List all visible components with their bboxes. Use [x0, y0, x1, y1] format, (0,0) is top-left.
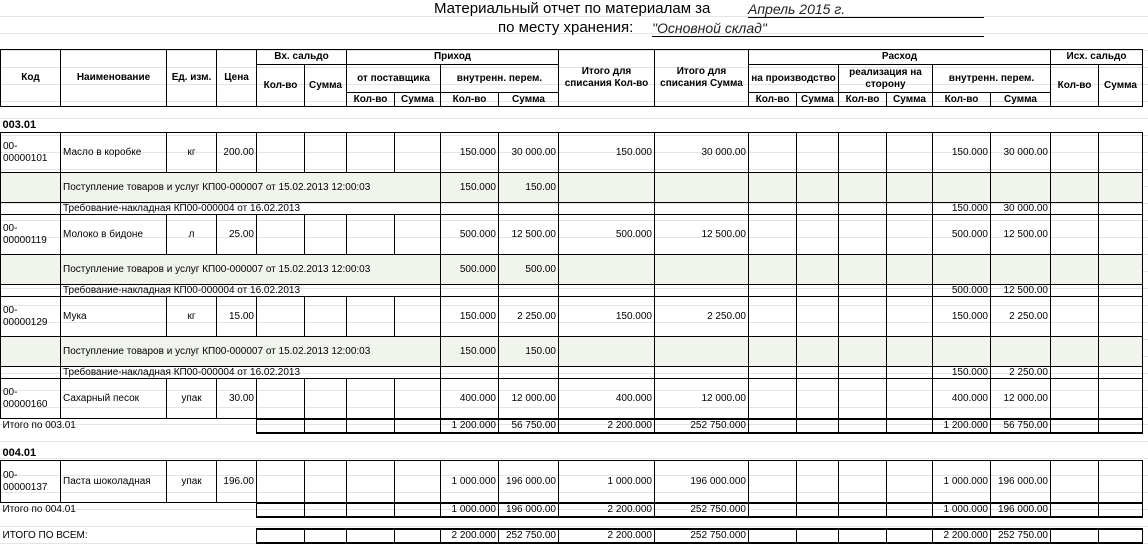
doc-out-description[interactable]: Требование-накладная КП00-000004 от 16.02.2013	[61, 367, 441, 379]
empty-cell[interactable]	[797, 203, 839, 215]
internal-in-qty[interactable]: 150.000	[441, 297, 499, 337]
empty-cell[interactable]	[797, 255, 839, 285]
total-out-qty[interactable]: 1 200.000	[933, 419, 991, 433]
header-sum: Сумма	[991, 93, 1051, 107]
production-sum[interactable]	[797, 133, 839, 173]
empty-cell[interactable]	[839, 285, 887, 297]
header-opening-qty: Кол-во	[257, 65, 305, 107]
total-closing-sum[interactable]	[1099, 419, 1143, 433]
total-qty[interactable]: 400.000	[559, 379, 655, 419]
total-empty[interactable]	[797, 529, 839, 543]
header-total-qty: Итого для списания Кол-во	[559, 50, 655, 107]
total-closing-qty[interactable]	[1051, 419, 1099, 433]
internal-in-qty[interactable]: 150.000	[441, 133, 499, 173]
empty-cell[interactable]	[559, 173, 655, 203]
grand-total-label[interactable]: ИТОГО ПО ВСЕМ:	[2, 530, 88, 541]
total-total-sum[interactable]: 252 750.000	[655, 419, 749, 433]
empty-cell[interactable]	[499, 285, 559, 297]
sale-qty[interactable]	[839, 461, 887, 503]
header-internal-in: внутренн. перем.	[441, 65, 559, 93]
total-supplier-qty[interactable]	[347, 419, 395, 433]
total-total-qty[interactable]: 2 200.000	[559, 419, 655, 433]
internal-out-sum[interactable]: 12 500.00	[991, 215, 1051, 255]
closing-qty[interactable]	[1051, 215, 1099, 255]
empty-cell[interactable]	[655, 285, 749, 297]
table-body	[1, 107, 1143, 543]
report-title: Материальный отчет по материалам за	[434, 0, 711, 17]
item-unit[interactable]: л	[167, 215, 217, 255]
closing-sum[interactable]	[1099, 379, 1143, 419]
item-unit[interactable]: кг	[167, 297, 217, 337]
sale-sum[interactable]	[887, 133, 933, 173]
internal-in-qty[interactable]: 1 000.000	[441, 461, 499, 503]
empty-cell[interactable]	[991, 255, 1051, 285]
internal-in-qty[interactable]: 400.000	[441, 379, 499, 419]
empty-cell[interactable]	[749, 285, 797, 297]
internal-out-sum[interactable]: 12 000.00	[991, 379, 1051, 419]
header-qty: Кол-во	[441, 93, 499, 107]
empty-cell[interactable]	[839, 203, 887, 215]
opening-sum[interactable]	[305, 133, 347, 173]
empty-cell[interactable]	[441, 285, 499, 297]
internal-out-qty[interactable]: 150.000	[933, 133, 991, 173]
empty-cell[interactable]	[1099, 337, 1143, 367]
spacer-cell[interactable]	[1, 517, 1143, 529]
internal-out-qty[interactable]: 150.000	[933, 297, 991, 337]
empty-cell[interactable]	[441, 367, 499, 379]
item-code[interactable]: 00-00000160	[1, 379, 61, 419]
internal-in-sum[interactable]: 2 250.00	[499, 297, 559, 337]
supplier-qty[interactable]	[347, 133, 395, 173]
total-sum[interactable]: 30 000.00	[655, 133, 749, 173]
production-sum[interactable]	[797, 297, 839, 337]
empty-cell[interactable]	[1099, 285, 1143, 297]
header-total-sum: Итого для списания Сумма	[655, 50, 749, 107]
item-price[interactable]: 15.00	[217, 297, 257, 337]
empty-cell[interactable]	[933, 173, 991, 203]
total-supplier-qty[interactable]	[347, 503, 395, 517]
empty-cell[interactable]	[797, 367, 839, 379]
total-closing-qty[interactable]	[1051, 503, 1099, 517]
empty-cell[interactable]	[441, 203, 499, 215]
total-total-sum[interactable]: 252 750.000	[655, 503, 749, 517]
header-name: Наименование	[61, 50, 167, 107]
internal-in-sum[interactable]: 30 000.00	[499, 133, 559, 173]
table-header	[1, 50, 1143, 107]
empty-cell[interactable]	[559, 337, 655, 367]
doc-code-cell[interactable]	[1, 255, 61, 285]
sale-qty[interactable]	[839, 215, 887, 255]
total-supplier-sum[interactable]	[395, 503, 441, 517]
empty-cell[interactable]	[749, 255, 797, 285]
empty-cell[interactable]	[797, 337, 839, 367]
supplier-sum[interactable]	[395, 215, 441, 255]
doc-in-description[interactable]: Поступление товаров и услуг КП00-000007 от 15.02.2013 12:00:03	[61, 337, 441, 367]
empty-cell[interactable]	[1099, 203, 1143, 215]
header-qty: Кол-во	[933, 93, 991, 107]
sale-sum[interactable]	[887, 379, 933, 419]
header-from-supplier: от поставщика	[347, 65, 441, 93]
item-unit[interactable]: упак	[167, 379, 217, 419]
doc-in-sum[interactable]: 150.00	[499, 337, 559, 367]
total-total-sum[interactable]: 252 750.000	[655, 529, 749, 543]
total-out-sum[interactable]: 196 000.00	[991, 503, 1051, 517]
total-in-qty[interactable]: 1 200.000	[441, 419, 499, 433]
item-code[interactable]: 00-00000129	[1, 297, 61, 337]
opening-sum[interactable]	[305, 461, 347, 503]
empty-cell[interactable]	[887, 367, 933, 379]
empty-cell[interactable]	[559, 203, 655, 215]
opening-sum[interactable]	[305, 297, 347, 337]
total-supplier-sum[interactable]	[395, 529, 441, 543]
item-price[interactable]: 196.00	[217, 461, 257, 503]
empty-cell[interactable]	[887, 285, 933, 297]
header-internal-out: внутренн. перем.	[933, 65, 1051, 93]
header-sale: реализация на сторону	[839, 65, 933, 93]
empty-cell[interactable]	[887, 173, 933, 203]
item-price[interactable]: 200.00	[217, 133, 257, 173]
total-empty[interactable]	[749, 529, 797, 543]
supplier-sum[interactable]	[395, 297, 441, 337]
internal-out-qty[interactable]: 1 000.000	[933, 461, 991, 503]
closing-sum[interactable]	[1099, 215, 1143, 255]
empty-cell[interactable]	[1051, 173, 1099, 203]
total-opening-qty[interactable]	[257, 529, 305, 543]
empty-cell[interactable]	[839, 337, 887, 367]
total-qty[interactable]: 1 000.000	[559, 461, 655, 503]
closing-sum[interactable]	[1099, 461, 1143, 503]
header-income: Приход	[347, 50, 559, 65]
total-empty[interactable]	[839, 419, 887, 433]
header-price: Цена	[217, 50, 257, 107]
production-qty[interactable]	[749, 215, 797, 255]
internal-in-sum[interactable]: 196 000.00	[499, 461, 559, 503]
empty-cell[interactable]	[839, 255, 887, 285]
total-empty[interactable]	[887, 503, 933, 517]
header-qty: Кол-во	[839, 93, 887, 107]
total-opening-sum[interactable]	[305, 419, 347, 433]
doc-out-qty[interactable]: 500.000	[933, 285, 991, 297]
empty-cell[interactable]	[1051, 367, 1099, 379]
header-closing-qty: Кол-во	[1051, 65, 1099, 107]
total-sum[interactable]: 12 500.00	[655, 215, 749, 255]
doc-out-qty[interactable]: 150.000	[933, 367, 991, 379]
empty-cell[interactable]	[991, 173, 1051, 203]
internal-out-sum[interactable]: 2 250.00	[991, 297, 1051, 337]
total-in-qty[interactable]: 2 200.000	[441, 529, 499, 543]
empty-cell[interactable]	[499, 367, 559, 379]
doc-code-cell[interactable]	[1, 285, 61, 297]
total-supplier-sum[interactable]	[395, 419, 441, 433]
warehouse-name[interactable]: "Основной склад"	[652, 20, 984, 37]
header-production: на производство	[749, 65, 839, 93]
closing-qty[interactable]	[1051, 461, 1099, 503]
production-qty[interactable]	[749, 379, 797, 419]
empty-cell[interactable]	[797, 285, 839, 297]
total-sum[interactable]: 12 000.00	[655, 379, 749, 419]
empty-cell[interactable]	[933, 337, 991, 367]
closing-sum[interactable]	[1099, 297, 1143, 337]
total-out-qty[interactable]: 2 200.000	[933, 529, 991, 543]
empty-cell[interactable]	[559, 285, 655, 297]
item-name[interactable]: Молоко в бидоне	[61, 215, 167, 255]
supplier-qty[interactable]	[347, 297, 395, 337]
empty-cell[interactable]	[839, 173, 887, 203]
item-name[interactable]: Сахарный песок	[61, 379, 167, 419]
report-period[interactable]: Апрель 2015 г.	[748, 1, 984, 18]
closing-qty[interactable]	[1051, 297, 1099, 337]
empty-cell[interactable]	[655, 367, 749, 379]
total-empty[interactable]	[797, 503, 839, 517]
total-opening-qty[interactable]	[257, 503, 305, 517]
empty-cell[interactable]	[887, 203, 933, 215]
supplier-qty[interactable]	[347, 461, 395, 503]
internal-out-sum[interactable]: 30 000.00	[991, 133, 1051, 173]
total-out-sum[interactable]: 56 750.00	[991, 419, 1051, 433]
warehouse-label: по месту хранения:	[498, 19, 634, 36]
total-empty[interactable]	[749, 503, 797, 517]
doc-out-description[interactable]: Требование-накладная КП00-000004 от 16.02.2013	[61, 203, 441, 215]
empty-cell[interactable]	[933, 255, 991, 285]
opening-qty[interactable]	[257, 133, 305, 173]
sale-sum[interactable]	[887, 461, 933, 503]
total-qty[interactable]: 150.000	[559, 133, 655, 173]
header-opening: Вх. сальдо	[257, 50, 347, 65]
opening-sum[interactable]	[305, 215, 347, 255]
doc-out-qty[interactable]: 150.000	[933, 203, 991, 215]
production-sum[interactable]	[797, 215, 839, 255]
total-sum[interactable]: 2 250.00	[655, 297, 749, 337]
empty-cell[interactable]	[749, 203, 797, 215]
empty-cell[interactable]	[749, 367, 797, 379]
item-price[interactable]: 25.00	[217, 215, 257, 255]
supplier-sum[interactable]	[395, 133, 441, 173]
header-code: Код	[1, 50, 61, 107]
total-supplier-qty[interactable]	[347, 529, 395, 543]
production-qty[interactable]	[749, 461, 797, 503]
sale-sum[interactable]	[887, 215, 933, 255]
doc-code-cell[interactable]	[1, 337, 61, 367]
supplier-sum[interactable]	[395, 461, 441, 503]
total-in-sum[interactable]: 56 750.00	[499, 419, 559, 433]
empty-cell[interactable]	[839, 367, 887, 379]
empty-cell[interactable]	[655, 173, 749, 203]
opening-sum[interactable]	[305, 379, 347, 419]
item-code[interactable]: 00-00000137	[1, 461, 61, 503]
header-unit: Ед. изм.	[167, 50, 217, 107]
header-sum: Сумма	[797, 93, 839, 107]
closing-qty[interactable]	[1051, 379, 1099, 419]
empty-cell[interactable]	[499, 203, 559, 215]
empty-cell[interactable]	[797, 173, 839, 203]
production-qty[interactable]	[749, 133, 797, 173]
sale-qty[interactable]	[839, 297, 887, 337]
empty-cell[interactable]	[1099, 367, 1143, 379]
total-empty[interactable]	[887, 419, 933, 433]
total-qty[interactable]: 150.000	[559, 297, 655, 337]
total-out-sum[interactable]: 252 750.00	[991, 529, 1051, 543]
empty-cell[interactable]	[887, 337, 933, 367]
total-closing-sum[interactable]	[1099, 529, 1143, 543]
total-opening-sum[interactable]	[305, 529, 347, 543]
empty-cell[interactable]	[1099, 255, 1143, 285]
doc-in-qty[interactable]: 150.000	[441, 337, 499, 367]
empty-cell[interactable]	[749, 337, 797, 367]
empty-cell[interactable]	[991, 337, 1051, 367]
opening-qty[interactable]	[257, 379, 305, 419]
supplier-qty[interactable]	[347, 379, 395, 419]
empty-cell[interactable]	[1051, 337, 1099, 367]
item-unit[interactable]: кг	[167, 133, 217, 173]
empty-cell[interactable]	[655, 255, 749, 285]
total-opening-sum[interactable]	[305, 503, 347, 517]
sale-qty[interactable]	[839, 379, 887, 419]
production-sum[interactable]	[797, 379, 839, 419]
doc-code-cell[interactable]	[1, 173, 61, 203]
header-qty: Кол-во	[749, 93, 797, 107]
total-empty[interactable]	[839, 503, 887, 517]
opening-qty[interactable]	[257, 461, 305, 503]
group-code[interactable]: 003.01	[2, 119, 37, 132]
doc-in-sum[interactable]: 150.00	[499, 173, 559, 203]
opening-qty[interactable]	[257, 297, 305, 337]
sale-qty[interactable]	[839, 133, 887, 173]
doc-out-sum[interactable]: 12 500.00	[991, 285, 1051, 297]
total-closing-qty[interactable]	[1051, 529, 1099, 543]
total-empty[interactable]	[839, 529, 887, 543]
empty-cell[interactable]	[559, 255, 655, 285]
empty-cell[interactable]	[655, 337, 749, 367]
item-code[interactable]: 00-00000119	[1, 215, 61, 255]
empty-cell[interactable]	[559, 367, 655, 379]
total-in-sum[interactable]: 196 000.00	[499, 503, 559, 517]
item-name[interactable]: Паста шоколадная	[61, 461, 167, 503]
doc-in-description[interactable]: Поступление товаров и услуг КП00-000007 от 15.02.2013 12:00:03	[61, 255, 441, 285]
doc-in-description[interactable]: Поступление товаров и услуг КП00-000007 от 15.02.2013 12:00:03	[61, 173, 441, 203]
opening-qty[interactable]	[257, 215, 305, 255]
doc-code-cell[interactable]	[1, 367, 61, 379]
group-total-label[interactable]: Итого по 003.01	[2, 420, 76, 432]
doc-out-sum[interactable]: 30 000.00	[991, 203, 1051, 215]
doc-in-qty[interactable]: 150.000	[441, 173, 499, 203]
doc-out-description[interactable]: Требование-накладная КП00-000004 от 16.02.2013	[61, 285, 441, 297]
item-price[interactable]: 30.00	[217, 379, 257, 419]
internal-out-sum[interactable]: 196 000.00	[991, 461, 1051, 503]
group-code[interactable]: 004.01	[2, 447, 37, 460]
doc-in-sum[interactable]: 500.00	[499, 255, 559, 285]
group-total-label[interactable]: Итого по 004.01	[2, 504, 76, 516]
item-name[interactable]: Мука	[61, 297, 167, 337]
total-total-qty[interactable]: 2 200.000	[559, 529, 655, 543]
item-unit[interactable]: упак	[167, 461, 217, 503]
doc-out-sum[interactable]: 2 250.00	[991, 367, 1051, 379]
header-closing: Исх. сальдо	[1051, 50, 1143, 65]
total-empty[interactable]	[797, 419, 839, 433]
total-out-qty[interactable]: 1 000.000	[933, 503, 991, 517]
production-sum[interactable]	[797, 461, 839, 503]
item-name[interactable]: Масло в коробке	[61, 133, 167, 173]
empty-cell[interactable]	[1051, 203, 1099, 215]
doc-in-qty[interactable]: 500.000	[441, 255, 499, 285]
empty-cell[interactable]	[1099, 173, 1143, 203]
total-total-qty[interactable]: 2 200.000	[559, 503, 655, 517]
internal-in-sum[interactable]: 12 500.00	[499, 215, 559, 255]
total-sum[interactable]: 196 000.000	[655, 461, 749, 503]
doc-code-cell[interactable]	[1, 203, 61, 215]
closing-sum[interactable]	[1099, 133, 1143, 173]
supplier-sum[interactable]	[395, 379, 441, 419]
closing-qty[interactable]	[1051, 133, 1099, 173]
total-closing-sum[interactable]	[1099, 503, 1143, 517]
empty-cell[interactable]	[1051, 285, 1099, 297]
internal-in-sum[interactable]: 12 000.00	[499, 379, 559, 419]
total-empty[interactable]	[887, 529, 933, 543]
total-qty[interactable]: 500.000	[559, 215, 655, 255]
header-expense: Расход	[749, 50, 1051, 65]
empty-cell[interactable]	[749, 173, 797, 203]
total-opening-qty[interactable]	[257, 419, 305, 433]
spacer-cell[interactable]	[1, 433, 1143, 447]
header-opening-sum: Сумма	[305, 65, 347, 107]
empty-cell[interactable]	[887, 255, 933, 285]
header-closing-sum: Сумма	[1099, 65, 1143, 107]
sale-sum[interactable]	[887, 297, 933, 337]
total-in-sum[interactable]: 252 750.00	[499, 529, 559, 543]
header-sum: Сумма	[887, 93, 933, 107]
internal-out-qty[interactable]: 400.000	[933, 379, 991, 419]
item-code[interactable]: 00-00000101	[1, 133, 61, 173]
empty-cell[interactable]	[655, 203, 749, 215]
header-sum: Сумма	[499, 93, 559, 107]
empty-cell[interactable]	[1051, 255, 1099, 285]
report-table	[0, 49, 1143, 544]
header-qty: Кол-во	[347, 93, 395, 107]
internal-in-qty[interactable]: 500.000	[441, 215, 499, 255]
header-sum: Сумма	[395, 93, 441, 107]
total-empty[interactable]	[749, 419, 797, 433]
total-in-qty[interactable]: 1 000.000	[441, 503, 499, 517]
internal-out-qty[interactable]: 500.000	[933, 215, 991, 255]
production-qty[interactable]	[749, 297, 797, 337]
supplier-qty[interactable]	[347, 215, 395, 255]
spacer-cell[interactable]	[1, 107, 1143, 119]
